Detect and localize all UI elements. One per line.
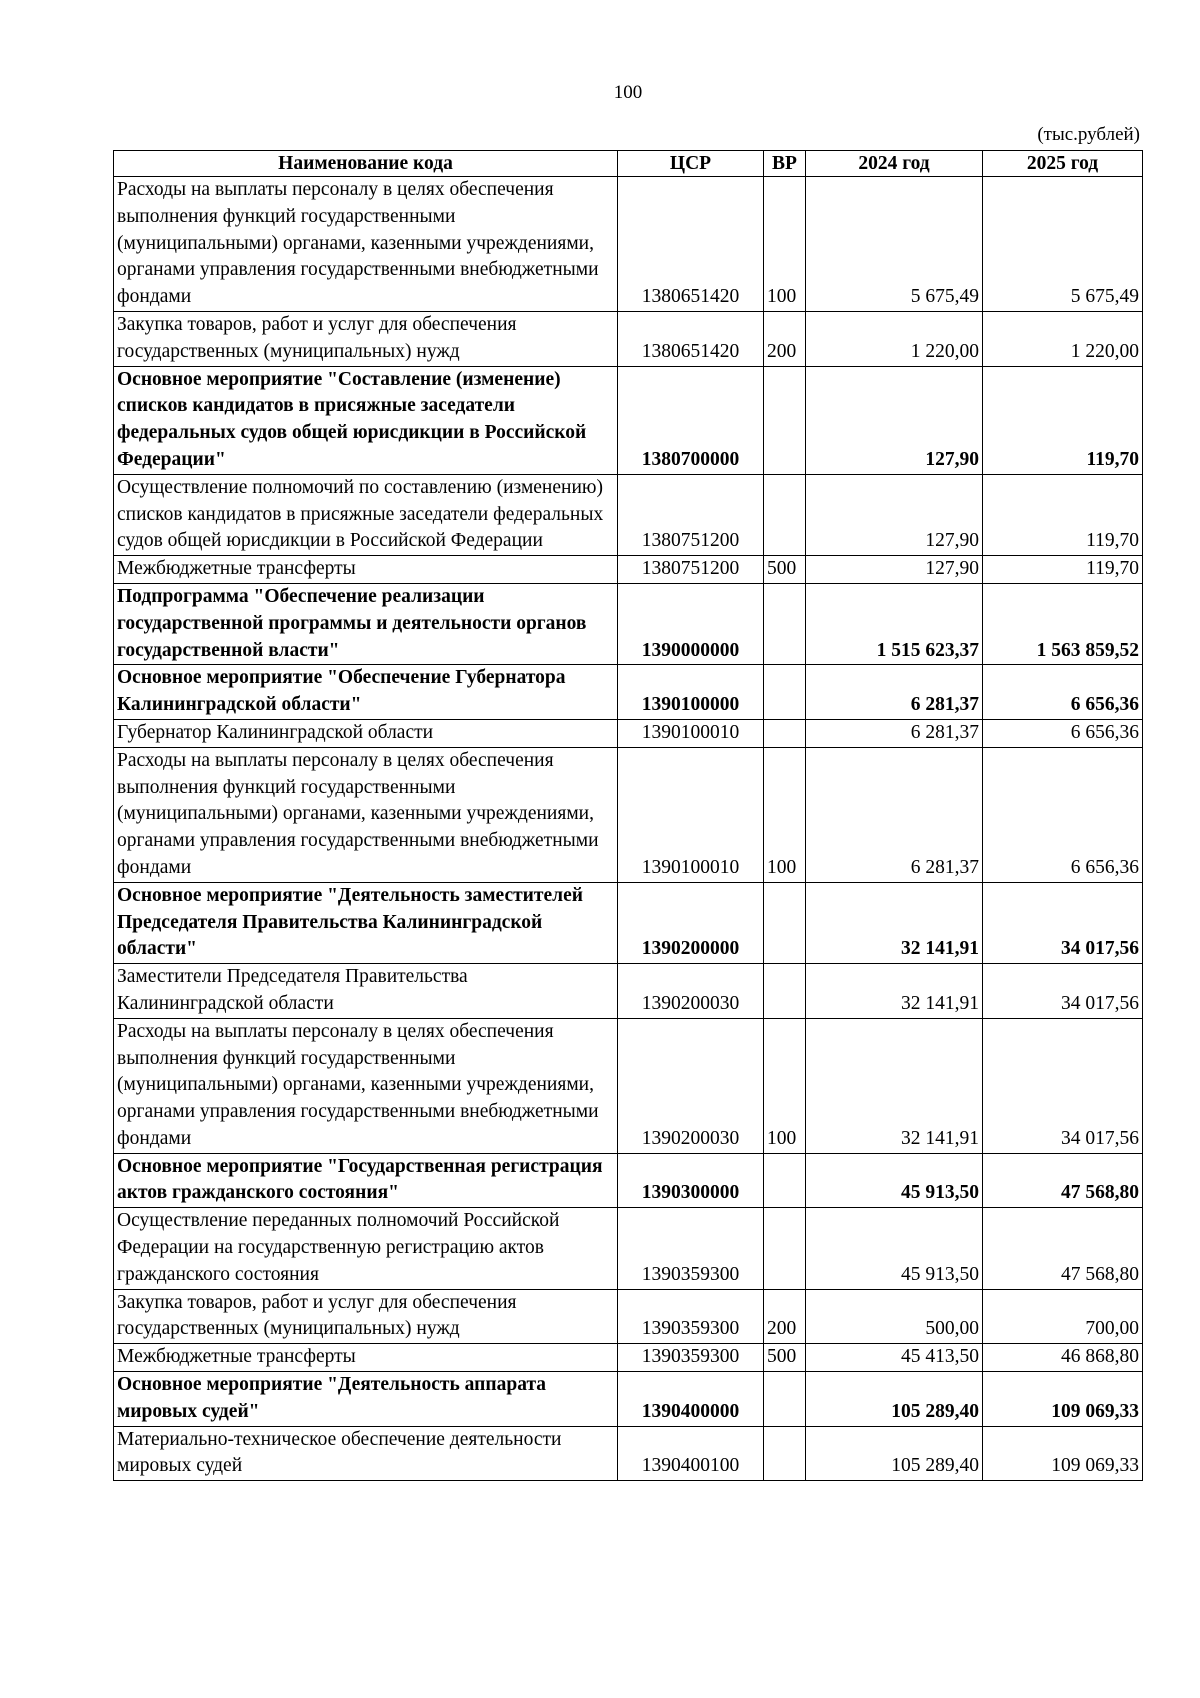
cell-name: Заместители Председателя Правительства Калининградской области	[114, 964, 618, 1019]
cell-2024: 32 141,91	[806, 1018, 983, 1153]
table-row	[114, 311, 1143, 366]
cell-name: Губернатор Калининградской области	[114, 719, 618, 747]
cell-2024: 500,00	[806, 1289, 983, 1344]
cell-csr: 1390200030	[618, 1018, 764, 1153]
cell-2024: 127,90	[806, 366, 983, 474]
cell-2025: 119,70	[983, 474, 1143, 555]
cell-2025: 1 220,00	[983, 311, 1143, 366]
cell-name: Осуществление полномочий по составлению (изменению) списков кандидатов в присяжные заседатели федеральных судов общей юрисдикции в Российской Федерации	[114, 474, 618, 555]
cell-name: Основное мероприятие "Деятельность аппарата мировых судей"	[114, 1372, 618, 1427]
table-row	[114, 1289, 1143, 1344]
table-row	[114, 366, 1143, 474]
header-2025: 2025 год	[983, 151, 1143, 177]
cell-name: Подпрограмма "Обеспечение реализации государственной программы и деятельности органов государственной власти"	[114, 583, 618, 664]
cell-name: Межбюджетные трансферты	[114, 556, 618, 584]
cell-csr: 1390400000	[618, 1372, 764, 1427]
cell-2025: 119,70	[983, 556, 1143, 584]
header-2024: 2024 год	[806, 151, 983, 177]
cell-vr	[764, 882, 806, 963]
cell-2024: 127,90	[806, 556, 983, 584]
table-row	[114, 665, 1143, 720]
cell-vr: 200	[764, 1289, 806, 1344]
cell-vr	[764, 1208, 806, 1289]
cell-2024: 6 281,37	[806, 665, 983, 720]
cell-2025: 119,70	[983, 366, 1143, 474]
cell-2024: 45 413,50	[806, 1344, 983, 1372]
cell-2025: 109 069,33	[983, 1372, 1143, 1427]
budget-table	[113, 150, 1143, 1481]
cell-2025: 6 656,36	[983, 719, 1143, 747]
header-vr: ВР	[764, 151, 806, 177]
cell-name: Расходы на выплаты персоналу в целях обеспечения выполнения функций государственными (муниципальными) органами, казенными учреждениями, органами управления государственными внебюджетными фондами	[114, 177, 618, 312]
cell-name: Материально-техническое обеспечение деятельности мировых судей	[114, 1426, 618, 1481]
table-row	[114, 964, 1143, 1019]
cell-2025: 34 017,56	[983, 1018, 1143, 1153]
header-csr: ЦСР	[618, 151, 764, 177]
cell-2025: 34 017,56	[983, 882, 1143, 963]
cell-name: Расходы на выплаты персоналу в целях обеспечения выполнения функций государственными (муниципальными) органами, казенными учреждениями, органами управления государственными внебюджетными фондами	[114, 747, 618, 882]
cell-2025: 109 069,33	[983, 1426, 1143, 1481]
cell-csr: 1390400100	[618, 1426, 764, 1481]
cell-csr: 1390359300	[618, 1344, 764, 1372]
cell-2024: 6 281,37	[806, 719, 983, 747]
table-header-row	[114, 151, 1143, 177]
cell-2025: 700,00	[983, 1289, 1143, 1344]
cell-name: Межбюджетные трансферты	[114, 1344, 618, 1372]
table-row	[114, 474, 1143, 555]
cell-csr: 1390100000	[618, 665, 764, 720]
table-row	[114, 583, 1143, 664]
cell-csr: 1390200000	[618, 882, 764, 963]
cell-csr: 1390000000	[618, 583, 764, 664]
table-row	[114, 719, 1143, 747]
cell-name: Основное мероприятие "Деятельность заместителей Председателя Правительства Калининградской области"	[114, 882, 618, 963]
cell-vr: 200	[764, 311, 806, 366]
cell-2024: 105 289,40	[806, 1372, 983, 1427]
cell-2025: 34 017,56	[983, 964, 1143, 1019]
cell-2024: 32 141,91	[806, 964, 983, 1019]
table-row	[114, 1018, 1143, 1153]
cell-csr: 1380751200	[618, 474, 764, 555]
table-row	[114, 1344, 1143, 1372]
cell-2025: 47 568,80	[983, 1153, 1143, 1208]
cell-2025: 47 568,80	[983, 1208, 1143, 1289]
cell-csr: 1380651420	[618, 177, 764, 312]
cell-2024: 45 913,50	[806, 1153, 983, 1208]
cell-name: Основное мероприятие "Составление (изменение) списков кандидатов в присяжные заседатели федеральных судов общей юрисдикции в Российской Федерации"	[114, 366, 618, 474]
cell-vr	[764, 1426, 806, 1481]
cell-csr: 1380751200	[618, 556, 764, 584]
table-body	[114, 177, 1143, 1481]
cell-name: Закупка товаров, работ и услуг для обеспечения государственных (муниципальных) нужд	[114, 1289, 618, 1344]
page-number: 100	[613, 82, 643, 103]
cell-csr: 1390200030	[618, 964, 764, 1019]
cell-2025: 1 563 859,52	[983, 583, 1143, 664]
cell-vr	[764, 366, 806, 474]
cell-vr: 100	[764, 177, 806, 312]
cell-2024: 6 281,37	[806, 747, 983, 882]
table-row	[114, 177, 1143, 312]
cell-vr	[764, 964, 806, 1019]
table-row	[114, 882, 1143, 963]
cell-vr: 100	[764, 747, 806, 882]
cell-csr: 1390100010	[618, 719, 764, 747]
cell-name: Расходы на выплаты персоналу в целях обеспечения выполнения функций государственными (муниципальными) органами, казенными учреждениями, органами управления государственными внебюджетными фондами	[114, 1018, 618, 1153]
cell-vr	[764, 1153, 806, 1208]
cell-2025: 6 656,36	[983, 747, 1143, 882]
table-row	[114, 1426, 1143, 1481]
cell-csr: 1380651420	[618, 311, 764, 366]
cell-csr: 1390100010	[618, 747, 764, 882]
cell-vr	[764, 1372, 806, 1427]
cell-name: Осуществление переданных полномочий Российской Федерации на государственную регистрацию актов гражданского состояния	[114, 1208, 618, 1289]
cell-csr: 1390359300	[618, 1208, 764, 1289]
table-row	[114, 556, 1143, 584]
cell-2024: 1 515 623,37	[806, 583, 983, 664]
cell-name: Основное мероприятие "Обеспечение Губернатора Калининградской области"	[114, 665, 618, 720]
cell-2025: 6 656,36	[983, 665, 1143, 720]
cell-vr	[764, 474, 806, 555]
table-row	[114, 747, 1143, 882]
cell-2024: 127,90	[806, 474, 983, 555]
table-row	[114, 1372, 1143, 1427]
cell-vr	[764, 583, 806, 664]
cell-2024: 45 913,50	[806, 1208, 983, 1289]
cell-2025: 5 675,49	[983, 177, 1143, 312]
cell-name: Закупка товаров, работ и услуг для обеспечения государственных (муниципальных) нужд	[114, 311, 618, 366]
cell-vr	[764, 719, 806, 747]
cell-2024: 105 289,40	[806, 1426, 983, 1481]
cell-csr: 1390359300	[618, 1289, 764, 1344]
cell-2024: 5 675,49	[806, 177, 983, 312]
units-label: (тыс.рублей)	[1037, 124, 1140, 145]
cell-name: Основное мероприятие "Государственная регистрация актов гражданского состояния"	[114, 1153, 618, 1208]
cell-2025: 46 868,80	[983, 1344, 1143, 1372]
cell-2024: 32 141,91	[806, 882, 983, 963]
cell-2024: 1 220,00	[806, 311, 983, 366]
table-row	[114, 1208, 1143, 1289]
header-name: Наименование кода	[114, 151, 618, 177]
cell-vr	[764, 665, 806, 720]
cell-csr: 1380700000	[618, 366, 764, 474]
cell-vr: 500	[764, 1344, 806, 1372]
cell-vr: 100	[764, 1018, 806, 1153]
cell-csr: 1390300000	[618, 1153, 764, 1208]
table-row	[114, 1153, 1143, 1208]
cell-vr: 500	[764, 556, 806, 584]
